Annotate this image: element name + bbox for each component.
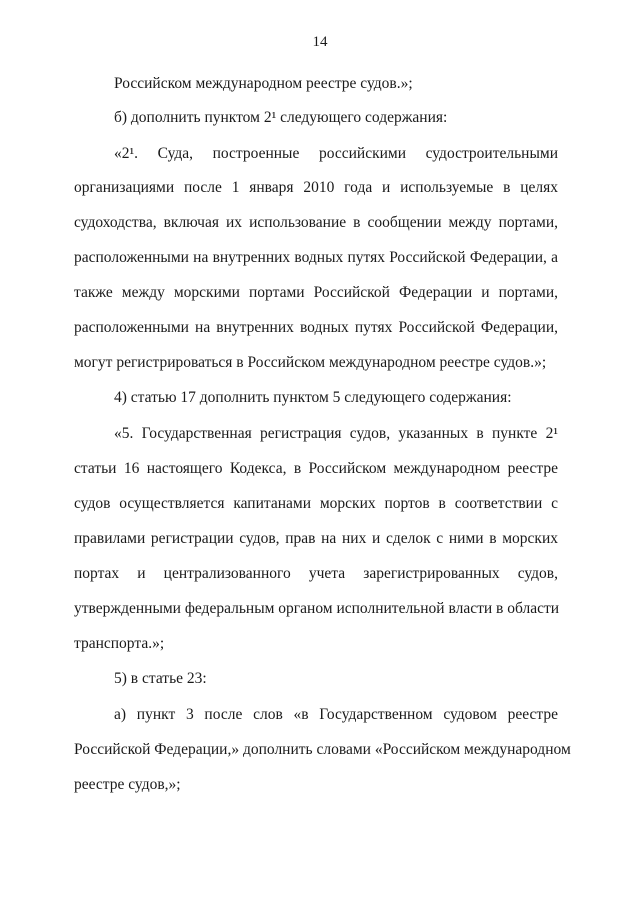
text-line-15: портах и централизованного учета зарегистрированных судов, <box>74 565 558 582</box>
text-line-10: 4) статью 17 дополнить пунктом 5 следующего содержания: <box>114 389 512 406</box>
text-line-18: 5) в статье 23: <box>114 670 207 687</box>
text-line-16: утвержденными федеральным органом исполнительной власти в области <box>74 600 560 617</box>
text-line-13: судов осуществляется капитанами морских портов в соответствии с <box>74 495 558 512</box>
text-line-11: «5. Государственная регистрация судов, указанных в пункте 2¹ <box>114 425 558 442</box>
text-line-8: расположенными на внутренних водных путях Российской Федерации, <box>74 319 558 336</box>
text-line-7: также между морскими портами Российской Федерации и портами, <box>74 284 558 301</box>
text-line-2: б) дополнить пунктом 2¹ следующего содержания: <box>114 109 448 126</box>
text-line-3: «2¹. Суда, построенные российскими судостроительными <box>114 145 558 162</box>
text-line-9: могут регистрироваться в Российском международном реестре судов.»; <box>74 354 547 371</box>
text-line-19: а) пункт 3 после слов «в Государственном судовом реестре <box>114 706 558 723</box>
text-line-5: судоходства, включая их использование в сообщении между портами, <box>74 214 558 231</box>
text-line-1: Российском международном реестре судов.»; <box>114 75 413 92</box>
text-line-14: правилами регистрации судов, прав на них и сделок с ними в морских <box>74 530 558 547</box>
text-line-20: Российской Федерации,» дополнить словами «Российском международном <box>74 741 571 758</box>
text-line-21: реестре судов,»; <box>74 776 181 793</box>
page-number: 14 <box>312 34 328 50</box>
text-line-17: транспорта.»; <box>74 635 165 652</box>
text-line-6: расположенными на внутренних водных путях Российской Федерации, а <box>74 249 558 266</box>
text-line-4: организациями после 1 января 2010 года и используемые в целях <box>74 179 558 196</box>
text-line-12: статьи 16 настоящего Кодекса, в Российском международном реестре <box>74 460 558 477</box>
